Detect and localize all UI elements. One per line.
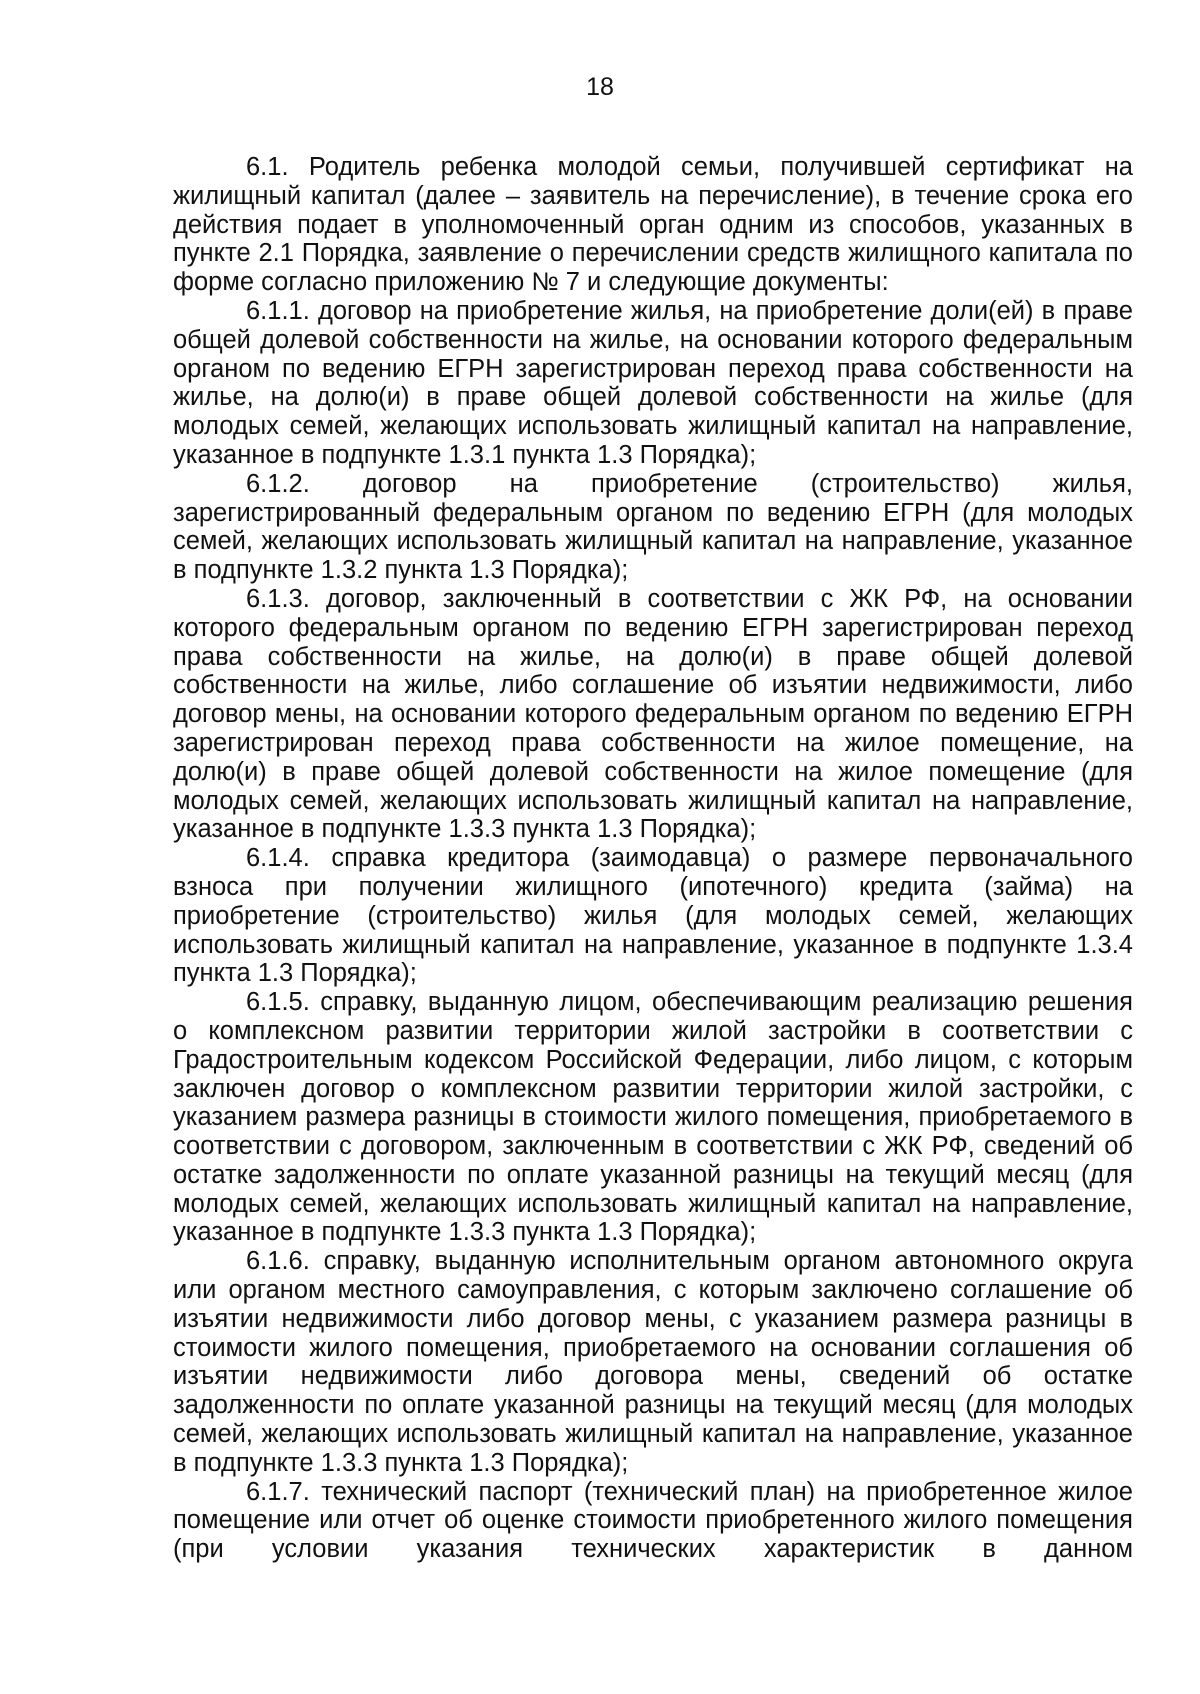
paragraph-number: 6.1.7. xyxy=(246,1477,310,1506)
paragraph-number: 6.1.6. xyxy=(246,1247,310,1276)
paragraph-number: 6.1.4. xyxy=(246,844,310,873)
paragraph-6-1-2 xyxy=(173,470,1133,585)
paragraph-number: 6.1.3. xyxy=(246,584,310,613)
paragraph-text: Родитель ребенка молодой семьи, получившей сертификат на жилищный капитал (далее – заявитель на перечисление), в течение срока его действия подает в уполномоченный орган одним из способов, указанных в пункте 2.1 Порядка, заявление о перечислении средств жилищного капитала по форме согласно приложению № 7 и следующие документы: xyxy=(173,153,1133,297)
paragraph-text: справку, выданную исполнительным органом автономного округа или органом местного самоуправления, с которым заключено соглашение об изъятии недвижимости либо договор мены, с указанием размера разницы в стоимости жилого помещения, приобретаемого на основании соглашения об изъятии недвижимости либо договора мены, сведений об остатке задолженности по оплате указанной разницы на текущий месяц (для молодых семей, желающих использовать жилищный капитал на направление, указанное в подпункте 1.3.3 пункта 1.3 Порядка); xyxy=(173,1247,1133,1477)
paragraph-text: договор, заключенный в соответствии с ЖК РФ, на основании которого федеральным органом по ведению ЕГРН зарегистрирован переход права собственности на жилье, на долю(и) в праве общей долевой собственности на жилье, либо соглашение об изъятии недвижимости, либо договор мены, на основании которого федеральным органом по ведению ЕГРН зарегистрирован переход права собственности на жилое помещение, на долю(и) в праве общей долевой собственности на жилое помещение (для молодых семей, желающих использовать жилищный капитал на направление, указанное в подпункте 1.3.3 пункта 1.3 Порядка); xyxy=(173,584,1133,844)
page-number: 18 xyxy=(586,73,614,101)
paragraph-6-1-5 xyxy=(173,988,1133,1247)
paragraph-6-1-1 xyxy=(173,297,1133,470)
paragraph-number: 6.1.2. xyxy=(246,469,310,498)
paragraph-text: договор на приобретение (строительство) жилья, зарегистрированный федеральным органом по ведению ЕГРН (для молодых семей, желающих использовать жилищный капитал на направление, указанное в подпункте 1.3.2 пункта 1.3 Порядка); xyxy=(173,469,1133,585)
paragraph-6-1-6 xyxy=(173,1247,1133,1477)
paragraph-text: справку, выданную лицом, обеспечивающим реализацию решения о комплексном развитии территории жилой застройки в соответствии с Градостроительным кодексом Российской Федерации, либо лицом, с которым заключен договор о комплексном развитии территории жилой застройки, с указанием размера разницы в стоимости жилого помещения, приобретаемого в соответствии с договором, заключенным в соответствии с ЖК РФ, сведений об остатке задолженности по оплате указанной разницы на текущий месяц (для молодых семей, желающих использовать жилищный капитал на направление, указанное в подпункте 1.3.3 пункта 1.3 Порядка); xyxy=(173,988,1133,1247)
paragraph-text: справка кредитора (заимодавца) о размере первоначального взноса при получении жилищного (ипотечного) кредита (займа) на приобретение (строительство) жилья (для молодых семей, желающих использовать жилищный капитал на направление, указанное в подпункте 1.3.4 пункта 1.3 Порядка); xyxy=(173,844,1133,988)
paragraph-text: договор на приобретение жилья, на приобретение доли(ей) в праве общей долевой собственности на жилье, на основании которого федеральным органом по ведению ЕГРН зарегистрирован переход права собственности на жилье, на долю(и) в праве общей долевой собственности на жилье (для молодых семей, желающих использовать жилищный капитал на направление, указанное в подпункте 1.3.1 пункта 1.3 Порядка); xyxy=(173,296,1133,469)
paragraph-number: 6.1.1. xyxy=(246,296,310,325)
paragraph-text: технический паспорт (технический план) на приобретенное жилое помещение или отчет об оценке стоимости приобретенного жилого помещения (при условии указания технических характеристик в данном xyxy=(173,1477,1133,1564)
document-body xyxy=(173,153,1133,1564)
paragraph-6-1-7 xyxy=(173,1478,1133,1564)
paragraph-6-1-3 xyxy=(173,585,1133,844)
paragraph-6-1-4 xyxy=(173,844,1133,988)
paragraph-number: 6.1.5. xyxy=(246,988,310,1017)
paragraph-6-1 xyxy=(173,153,1133,297)
paragraph-number: 6.1. xyxy=(246,153,289,181)
